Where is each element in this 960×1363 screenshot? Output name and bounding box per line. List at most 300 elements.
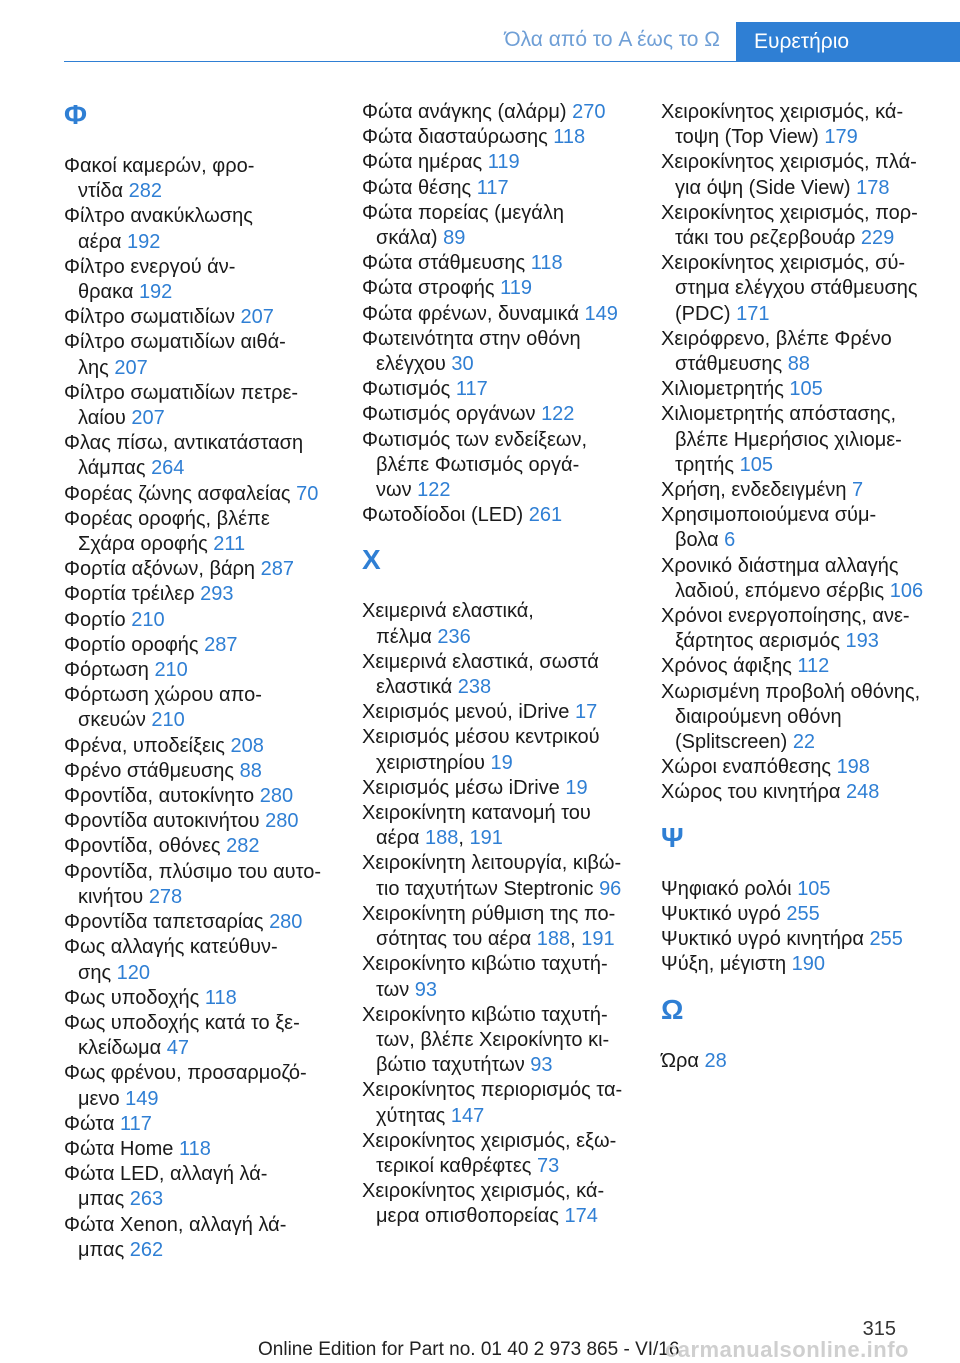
entry-text: στάθμευσης <box>675 353 788 376</box>
entry-text: Χειροκίνητος χειρισμός, κά- <box>362 1180 605 1203</box>
entry-text: μπας <box>78 1238 130 1261</box>
index-entry <box>64 910 344 935</box>
entry-text: Σχάρα οροφής <box>78 533 214 556</box>
entry-text: Φως υποδοχής κατά το ξε- <box>64 1011 300 1034</box>
entry-text: Φορτίο οροφής <box>64 633 205 656</box>
entry-line <box>64 1036 344 1061</box>
page-link[interactable]: 120 <box>116 961 151 984</box>
index-entry <box>362 125 642 150</box>
entry-text: Χιλιομετρητής <box>661 378 790 401</box>
entry-line <box>362 675 642 700</box>
page-link[interactable]: 190 <box>791 953 826 976</box>
entry-line <box>64 456 344 481</box>
entry-text: Φωτισμός οργάνων <box>362 403 542 426</box>
entry-line <box>362 1104 642 1129</box>
page-link[interactable]: 149 <box>584 302 618 325</box>
page-link[interactable]: 117 <box>455 378 488 401</box>
entry-text: βολα <box>675 529 725 552</box>
entry-text: Φροντίδα, αυτοκίνητο <box>64 785 260 808</box>
entry-text: σης <box>78 961 117 984</box>
entry-line <box>64 482 344 507</box>
entry-line <box>661 654 951 679</box>
entry-line <box>362 851 642 876</box>
entry-line <box>64 1112 344 1137</box>
page-number: 315 <box>862 1318 896 1340</box>
entry-line <box>362 150 642 175</box>
entry-text: Φόρτωση χώρου απο- <box>64 684 262 707</box>
page-link[interactable]: 270 <box>572 101 606 123</box>
entry-line <box>362 625 642 650</box>
entry-line <box>362 327 642 352</box>
section-letter: Ψ <box>661 821 684 853</box>
index-entry <box>661 503 951 553</box>
entry-line <box>64 910 344 935</box>
index-entry <box>64 305 344 330</box>
entry-text: ντίδα <box>78 180 129 203</box>
page-link[interactable]: 207 <box>131 407 165 430</box>
entry-text: χύτητας <box>376 1104 451 1127</box>
entry-text: για όψη (Side View) <box>675 176 857 199</box>
entry-line <box>64 1238 344 1263</box>
entry-line <box>362 826 642 851</box>
page-link[interactable]: 147 <box>450 1104 485 1127</box>
entry-text: βλέπε Ημερήσιος χιλιομε- <box>675 428 902 451</box>
index-entry <box>64 834 344 859</box>
page-link[interactable]: 19 <box>490 751 513 774</box>
entry-line <box>362 927 642 952</box>
entry-text: Φωτισμός <box>362 378 456 401</box>
index-entry <box>661 1049 951 1074</box>
page-link[interactable]: 122 <box>417 479 451 502</box>
page-link[interactable]: 193 <box>845 630 879 653</box>
section-gap <box>362 528 642 545</box>
section-letter: Φ <box>64 99 87 130</box>
index-entry <box>362 952 642 1002</box>
index-entry <box>661 377 951 402</box>
index-entry <box>661 654 951 679</box>
entry-text: Χρήση, ενδεδειγμένη <box>661 479 852 502</box>
page-link[interactable]: 263 <box>129 1188 164 1211</box>
index-entry <box>64 557 344 582</box>
entry-line <box>362 801 642 826</box>
entry-line <box>661 503 951 528</box>
entry-text: Φωτεινότητα στην οθόνη <box>362 327 581 350</box>
entry-text: Χειροκίνητο κιβώτιο ταχυτή- <box>362 1003 608 1026</box>
entry-text: βλέπε Φωτισμός οργά- <box>376 453 580 476</box>
page-link[interactable]: 106 <box>889 579 924 602</box>
page-link[interactable]: 207 <box>114 356 148 379</box>
index-entry <box>661 952 951 977</box>
index-entry <box>362 1129 642 1179</box>
index-entry <box>362 377 642 402</box>
entry-text: τρητής <box>675 453 740 476</box>
page-link[interactable]: 117 <box>120 1112 152 1135</box>
page-link[interactable]: 22 <box>792 731 816 754</box>
index-entry <box>64 1061 344 1111</box>
page-link[interactable]: 19 <box>565 776 588 799</box>
entry-line <box>362 176 642 201</box>
entry-line <box>64 1087 344 1112</box>
page-link[interactable]: 47 <box>166 1037 189 1060</box>
index-entry <box>362 801 642 851</box>
index-entry <box>661 902 951 927</box>
entry-line <box>661 730 951 755</box>
page-link[interactable]: 255 <box>869 928 903 951</box>
entry-line <box>661 629 951 654</box>
index-entry <box>64 154 344 204</box>
entry-line <box>661 453 951 478</box>
entry-text: Φώτα στάθμευσης <box>362 252 531 275</box>
entry-text: Χειρισμός μενού, iDrive <box>362 701 575 724</box>
entry-line <box>661 927 951 952</box>
index-entry <box>661 100 951 150</box>
page-link[interactable]: 149 <box>125 1087 159 1110</box>
index-entry <box>362 201 642 251</box>
page-link[interactable]: 287 <box>260 558 294 581</box>
entry-text: σκάλα) <box>376 227 444 250</box>
entry-line <box>661 755 951 780</box>
index-entry <box>362 725 642 775</box>
entry-text: Φόρτωση <box>64 659 155 682</box>
entry-line <box>661 528 951 553</box>
page-link[interactable]: 119 <box>487 151 520 174</box>
tab-index[interactable]: Ευρετήριο <box>736 22 960 62</box>
entry-text: Χειμερινά ελαστικά, <box>362 600 534 623</box>
entry-text: Φρένα, υποδείξεις <box>64 734 231 757</box>
entry-text: Φίλτρο ανακύκλωσης <box>64 205 253 228</box>
page-link[interactable]: 210 <box>131 608 165 631</box>
page-link[interactable]: 188 <box>536 928 571 951</box>
entry-line <box>64 230 344 255</box>
index-entry <box>64 1213 344 1263</box>
entry-line <box>362 952 642 977</box>
page-link[interactable]: 122 <box>541 403 575 426</box>
entry-line <box>362 725 642 750</box>
page-link[interactable]: 280 <box>269 911 303 934</box>
page-separator: , <box>458 827 470 850</box>
entry-text: χειριστηρίου <box>376 751 491 774</box>
entry-line <box>362 776 642 801</box>
entry-text: κινήτου <box>78 885 149 908</box>
entry-line <box>64 860 344 885</box>
entry-text: Φωτισμός των ενδείξεων, <box>362 428 588 451</box>
entry-line <box>64 557 344 582</box>
page-link[interactable]: 93 <box>414 978 438 1001</box>
page-link[interactable]: 88 <box>787 353 810 376</box>
index-entry <box>661 604 951 654</box>
entry-text: Χειροκίνητος περιορισμός τα- <box>362 1079 623 1102</box>
index-entry <box>661 780 951 805</box>
edition-note: Online Edition for Part no. 01 40 2 973 865 - VI/16 <box>258 1339 680 1360</box>
entry-text: Φως αλλαγής κατεύθυν- <box>64 936 278 959</box>
entry-line <box>64 179 344 204</box>
page-link[interactable]: 210 <box>151 709 185 732</box>
entry-text: Φίλτρο σωματιδίων αιθά- <box>64 331 286 354</box>
index-entry <box>661 478 951 503</box>
entry-line <box>362 226 642 251</box>
entry-text: Χειροκίνητη κατανομή του <box>362 802 591 825</box>
header-rule <box>64 61 960 62</box>
index-entry <box>362 1179 642 1229</box>
entry-line <box>362 201 642 226</box>
page-link[interactable]: 262 <box>129 1238 164 1261</box>
page-link[interactable]: 191 <box>581 928 615 951</box>
index-entry <box>64 860 344 910</box>
entry-line <box>661 952 951 977</box>
page-link[interactable]: 248 <box>845 781 880 804</box>
entry-line <box>661 902 951 927</box>
page-link[interactable]: 282 <box>128 180 162 203</box>
page-link[interactable]: 278 <box>148 885 183 908</box>
entry-text: Ψυκτικό υγρό κινητήρα <box>661 928 870 951</box>
entry-line <box>661 877 951 902</box>
page-link[interactable]: 7 <box>852 479 864 502</box>
entry-text: Φώτα φρένων, δυναμικά <box>362 302 585 325</box>
entry-line <box>661 176 951 201</box>
page-link[interactable]: 28 <box>704 1049 727 1072</box>
page-link[interactable]: 105 <box>739 453 773 476</box>
entry-line <box>661 251 951 276</box>
entry-text: Φίλτρο σωματιδίων πετρε- <box>64 381 299 404</box>
index-column-2 <box>362 100 642 1230</box>
page-link[interactable]: 105 <box>789 378 823 401</box>
page-link[interactable]: 6 <box>724 529 736 552</box>
page-link[interactable]: 30 <box>451 353 474 376</box>
page-link[interactable]: 105 <box>797 877 831 900</box>
entry-line <box>64 280 344 305</box>
entry-line <box>362 302 642 327</box>
entry-text: Φροντίδα αυτοκινήτου <box>64 810 266 833</box>
index-entry <box>661 402 951 478</box>
entry-line <box>661 478 951 503</box>
entry-text: (PDC) <box>675 302 737 325</box>
index-entry <box>362 851 642 901</box>
entry-line <box>362 1003 642 1028</box>
entry-line <box>362 599 642 624</box>
entry-text: μερα οπισθοπορείας <box>376 1205 565 1228</box>
page-link[interactable]: 118 <box>178 1137 211 1160</box>
page-link[interactable]: 238 <box>457 676 492 699</box>
entry-text: λαδιού, επόμενο σέρβις <box>675 579 890 602</box>
entry-text: διαιρούμενη οθόνη <box>675 705 842 728</box>
entry-line <box>64 406 344 431</box>
page-link[interactable]: 96 <box>599 877 622 900</box>
index-entry <box>661 251 951 327</box>
entry-text: Ψυκτικό υγρό <box>661 902 787 925</box>
entry-text: Χώροι εναπόθεσης <box>661 756 837 779</box>
page-link[interactable]: 264 <box>151 457 185 480</box>
entry-text: Φώτα Home <box>64 1137 179 1160</box>
breadcrumb[interactable]: Όλα από το A έως το Ω <box>504 28 720 51</box>
page-link[interactable]: 211 <box>213 533 246 556</box>
entry-line <box>64 1061 344 1086</box>
page-link[interactable]: 178 <box>856 176 890 199</box>
entry-line <box>362 1053 642 1078</box>
page-link[interactable]: 93 <box>530 1054 553 1077</box>
entry-text: Χειρισμός μέσω iDrive <box>362 776 566 799</box>
section-letter: Χ <box>362 544 381 576</box>
page-link[interactable]: 174 <box>564 1205 598 1228</box>
entry-line <box>64 935 344 960</box>
entry-line <box>64 961 344 986</box>
entry-text: βώτιο ταχυτήτων <box>376 1054 531 1077</box>
entry-text: Φίλτρο ενεργού άν- <box>64 255 236 278</box>
page-link[interactable]: 282 <box>226 835 260 858</box>
entry-line <box>661 579 951 604</box>
entry-text: Φροντίδα, πλύσιμο του αυτο- <box>64 860 321 883</box>
page-link[interactable]: 117 <box>476 176 509 199</box>
entry-text: Φορέας ζώνης ασφαλείας <box>64 482 297 505</box>
page-link[interactable]: 261 <box>528 504 563 527</box>
entry-text: τερικοί καθρέφτες <box>376 1154 537 1177</box>
index-entry <box>362 276 642 301</box>
entry-text: μπας <box>78 1188 130 1211</box>
entry-line <box>64 381 344 406</box>
entry-text: τοψη (Top View) <box>675 126 825 149</box>
entry-text: Χειμερινά ελαστικά, σωστά <box>362 650 599 673</box>
entry-line <box>661 780 951 805</box>
entry-text: πέλμα <box>376 625 438 648</box>
index-column-1 <box>64 100 344 1263</box>
entry-line <box>362 1028 642 1053</box>
page-link[interactable]: 198 <box>836 756 870 779</box>
index-entry <box>64 935 344 985</box>
entry-text: τιο ταχυτήτων Steptronic <box>376 877 600 900</box>
entry-text: Χειροκίνητο κιβώτιο ταχυτή- <box>362 953 608 976</box>
entry-line <box>64 809 344 834</box>
page-link[interactable]: 208 <box>230 734 264 757</box>
entry-text: Φώτα στροφής <box>362 277 501 300</box>
entry-text: Φακοί καμερών, φρο- <box>64 155 255 177</box>
entry-text: Χρησιμοποιούμενα σύμ- <box>661 504 877 527</box>
index-entry <box>661 150 951 200</box>
page-link[interactable]: 192 <box>126 230 161 253</box>
entry-text: λάμπας <box>78 457 152 480</box>
entry-line <box>362 428 642 453</box>
index-entry <box>64 482 344 507</box>
index-entry <box>64 330 344 380</box>
entry-line <box>64 759 344 784</box>
entry-line <box>362 352 642 377</box>
entry-line <box>661 705 951 730</box>
index-entry <box>661 927 951 952</box>
entry-text: Ψύξη, μέγιστη <box>661 953 792 976</box>
page-header <box>64 22 960 62</box>
page-link[interactable]: 179 <box>824 126 858 149</box>
page-link[interactable]: 191 <box>469 827 503 850</box>
entry-text: Χειροκίνητος χειρισμός, πορ- <box>661 201 918 224</box>
page-link[interactable]: 89 <box>443 227 466 250</box>
page-link[interactable]: 171 <box>736 302 770 325</box>
entry-line <box>362 453 642 478</box>
entry-text: Φορτία τρέιλερ <box>64 583 201 606</box>
page-link[interactable]: 73 <box>536 1154 560 1177</box>
index-entry <box>64 1112 344 1137</box>
page-link[interactable]: 17 <box>575 701 598 724</box>
entry-line <box>64 633 344 658</box>
entry-text: Ώρα <box>661 1049 705 1072</box>
index-entry <box>64 431 344 481</box>
entry-line <box>64 532 344 557</box>
page-link[interactable]: 229 <box>860 227 895 250</box>
entry-text: Χωρισμένη προβολή οθόνης, <box>661 680 921 703</box>
page-link[interactable]: 287 <box>204 633 238 656</box>
page-link[interactable]: 118 <box>530 252 563 275</box>
entry-line <box>64 431 344 456</box>
page-link[interactable]: 188 <box>424 827 459 850</box>
page-link[interactable]: 210 <box>154 659 188 682</box>
entry-line <box>64 330 344 355</box>
index-entry <box>362 251 642 276</box>
entry-text: Χειροκίνητος χειρισμός, πλά- <box>661 151 917 174</box>
entry-text: των, βλέπε Χειροκίνητο κι- <box>376 1028 610 1051</box>
page-link[interactable]: 255 <box>786 902 820 925</box>
entry-line <box>64 1187 344 1212</box>
page-link[interactable]: 280 <box>259 785 294 808</box>
entry-line <box>661 276 951 301</box>
entry-line <box>64 683 344 708</box>
entry-line <box>64 154 344 179</box>
index-entry <box>661 877 951 902</box>
entry-text: Φορτίο <box>64 608 132 631</box>
index-entry <box>64 809 344 834</box>
entry-text: σότητας του αέρα <box>376 928 537 951</box>
page-link[interactable]: 236 <box>437 625 471 648</box>
page-link[interactable]: 119 <box>500 277 532 300</box>
entry-line <box>362 978 642 1003</box>
entry-line <box>64 204 344 229</box>
index-entry <box>362 700 642 725</box>
entry-text: Χιλιομετρητής απόστασης, <box>661 403 897 426</box>
page-link[interactable]: 112 <box>797 655 830 678</box>
entry-line <box>362 276 642 301</box>
entry-text: Χειρόφρενο, βλέπε Φρένο <box>661 327 892 350</box>
entry-text: αέρα <box>78 230 127 253</box>
page-link[interactable]: 192 <box>138 281 173 304</box>
page-link[interactable]: 118 <box>204 986 237 1009</box>
page-link[interactable]: 280 <box>265 810 299 833</box>
page-link[interactable]: 207 <box>240 306 274 329</box>
entry-text: λαίου <box>78 407 132 430</box>
entry-line <box>64 255 344 280</box>
index-entry <box>362 1003 642 1079</box>
entry-line <box>64 986 344 1011</box>
index-entry <box>362 650 642 700</box>
page-link[interactable]: 88 <box>239 759 262 782</box>
index-entry <box>64 759 344 784</box>
entry-text: τάκι του ρεζερβουάρ <box>675 227 861 250</box>
entry-line <box>362 1154 642 1179</box>
section-letter: Ω <box>661 993 684 1025</box>
page-link[interactable]: 118 <box>553 126 586 149</box>
entry-text: κλείδωμα <box>78 1037 167 1060</box>
entry-line <box>362 100 642 125</box>
index-entry <box>661 201 951 251</box>
entry-text: Φώτα πορείας (μεγάλη <box>362 201 564 224</box>
page-link[interactable]: 293 <box>200 583 234 606</box>
index-entry <box>64 658 344 683</box>
entry-line <box>661 150 951 175</box>
entry-line <box>64 1162 344 1187</box>
entry-text: των <box>376 978 415 1001</box>
index-entry <box>362 902 642 952</box>
index-entry <box>362 776 642 801</box>
page-link[interactable]: 70 <box>296 482 319 505</box>
entry-line <box>362 751 642 776</box>
entry-line <box>362 902 642 927</box>
index-entry <box>661 327 951 377</box>
index-column-3 <box>661 100 951 1074</box>
